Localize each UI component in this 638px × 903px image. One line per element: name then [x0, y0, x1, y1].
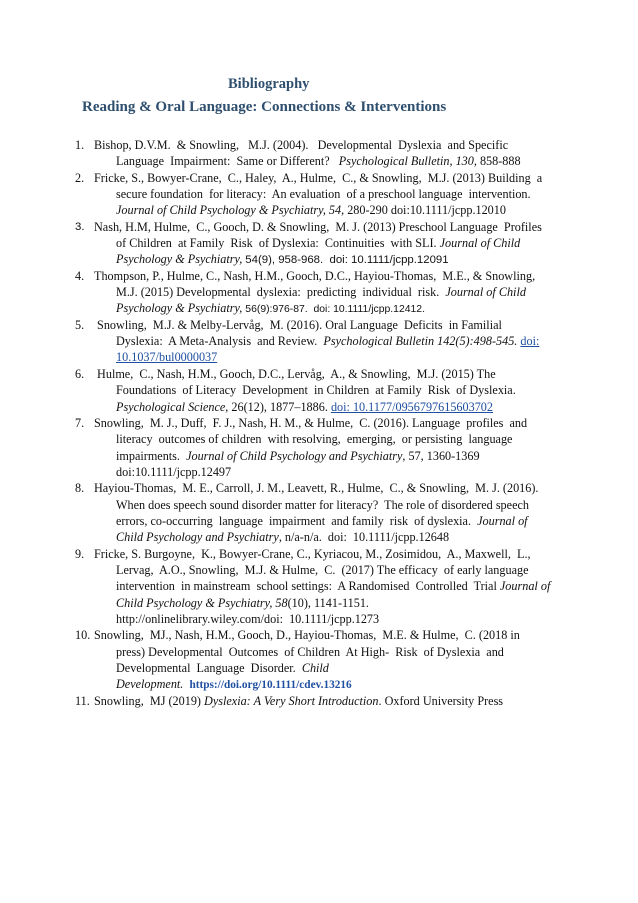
reference-source: Dyslexia: A Very Short Introduction: [204, 693, 379, 708]
reference-line: [0, 578, 638, 594]
reference-line: [0, 546, 638, 562]
doi-link[interactable]: doi:: [520, 334, 540, 349]
reference-line: [0, 693, 638, 709]
reference-text: Foundations of Literacy Development in Children at Family Risk of Dyslexia.: [116, 383, 516, 398]
reference-line: [0, 431, 638, 447]
reference-number: 1.: [75, 138, 85, 152]
reference-line: [0, 660, 638, 676]
reference-text: Developmental Language Disorder.: [116, 661, 302, 675]
page-title: Bibliography: [228, 76, 310, 92]
reference-item: [0, 170, 638, 219]
reference-text: literacy outcomes of children with resolving, emerging, or persisting language: [116, 432, 513, 447]
reference-line: [0, 366, 638, 382]
reference-text: . Oxford University Press: [378, 693, 504, 708]
reference-line: [0, 464, 638, 480]
reference-text: , 57, 1360-1369: [402, 448, 480, 463]
reference-line: [0, 349, 638, 365]
reference-text: errors, co-occurring language impairment and family risk of dyslexia.: [116, 513, 478, 528]
reference-line: [0, 529, 638, 545]
reference-line: [0, 644, 638, 660]
reference-text: , n/a-n/a. doi: 10.1111/jcpp.12648: [278, 530, 450, 545]
reference-list: [0, 137, 638, 709]
reference-text: intervention in mainstream school settings: A Randomised Controlled Trial: [116, 579, 500, 594]
reference-source: Journal of Child: [445, 285, 526, 300]
reference-line: [0, 676, 638, 692]
reference-source: Psychological Bulletin 142(5):498-545.: [323, 334, 518, 349]
reference-source: Journal of: [477, 513, 528, 528]
reference-number: 4.: [75, 268, 85, 283]
doi-link[interactable]: 10.1037/bul0000037: [116, 350, 218, 365]
reference-text: (10), 1141-1151.: [287, 595, 369, 610]
reference-item: [0, 415, 638, 480]
reference-text: doi:10.1111/jcpp.12497: [116, 464, 232, 479]
reference-text: , 280-290 doi:10.1111/jcpp.12010: [341, 203, 506, 218]
reference-line: [0, 562, 638, 578]
doi-link[interactable]: https://doi.org/10.1111/cdev.13216: [189, 679, 352, 692]
reference-line: [0, 137, 638, 153]
reference-number: 5.: [75, 317, 85, 332]
reference-item: [0, 693, 638, 709]
reference-line: [0, 627, 638, 643]
reference-source: Psychological Science,: [116, 399, 229, 414]
reference-text: secure foundation for literacy: An evaluation of a preschool language intervention.: [116, 187, 531, 202]
reference-source: Journal of: [499, 579, 551, 594]
reference-line: [0, 219, 638, 235]
reference-text: http://onlinelibrary.wiley.com/doi: 10.1111/jcpp.1273: [116, 611, 380, 626]
reference-line: [0, 448, 638, 464]
reference-item: [0, 480, 638, 545]
reference-line: [0, 170, 638, 186]
reference-text: Language Impairment: Same or Different?: [116, 154, 339, 169]
reference-text: 56(9):976-87. doi: 10.1111/jcpp.12412.: [245, 304, 425, 316]
reference-number: 9.: [75, 546, 85, 561]
reference-text: of Children at Family Risk of Dyslexia: Continuities with SLI.: [116, 236, 440, 251]
reference-text: press) Developmental Outcomes of Children At High- Risk of Dyslexia and: [116, 644, 504, 659]
reference-line: [0, 300, 638, 316]
reference-source: Journal of Child: [439, 236, 521, 251]
reference-text: Fricke, S. Burgoyne, K., Bowyer-Crane, C., Kyriacou, M., Zosimidou, A., Maxwell, L.,: [94, 546, 531, 561]
reference-number: 6.: [75, 366, 85, 381]
reference-line: [0, 268, 638, 284]
reference-number: 10.: [75, 628, 91, 643]
reference-line: [0, 333, 638, 349]
reference-line: [0, 153, 638, 169]
reference-line: [0, 595, 638, 611]
reference-text: Snowling, M.J. & Melby-Lervåg, M. (2016). Oral Language Deficits in Familial: [94, 317, 502, 332]
reference-line: [0, 284, 638, 300]
reference-text: Snowling, MJ., Nash, H.M., Gooch, D., Hayiou-Thomas, M.E. & Hulme, C. (2018 in: [94, 628, 520, 643]
reference-line: [0, 480, 638, 496]
reference-number: 8.: [75, 481, 85, 496]
reference-text: When does speech sound disorder matter for literacy? The role of disordered speech: [116, 497, 529, 512]
reference-text: Snowling, M. J., Duff, F. J., Nash, H. M., & Hulme, C. (2016). Language profiles and: [94, 415, 528, 430]
reference-line: [0, 202, 638, 218]
reference-text: 26(12), 1877–1886.: [228, 399, 331, 414]
reference-item: [0, 268, 638, 317]
reference-line: [0, 513, 638, 529]
reference-item: [0, 546, 638, 628]
page-subtitle: Reading & Oral Language: Connections & Interventions: [82, 99, 447, 115]
reference-item: [0, 366, 638, 415]
reference-item: [0, 627, 638, 692]
reference-text: 54(9), 958-968. doi: 10.1111/jcpp.12091: [245, 254, 449, 267]
reference-source: Child Psychology & Psychiatry, 58: [116, 595, 288, 610]
reference-number: 2.: [75, 170, 85, 185]
reference-text: Lervag, A.O., Snowling, M.J. & Hulme, C. (2017) The efficacy of early language: [116, 562, 529, 577]
reference-text: Thompson, P., Hulme, C., Nash, H.M., Gooch, D.C., Hayiou-Thomas, M.E., & Snowling,: [94, 268, 536, 283]
reference-number: 11.: [75, 693, 90, 708]
reference-text: Nash, H.M, Hulme, C., Gooch, D. & Snowling, M. J. (2013) Preschool Language Profiles: [94, 219, 542, 234]
reference-text: M.J. (2015) Developmental dyslexia: predicting individual risk.: [116, 285, 446, 300]
reference-line: [0, 382, 638, 398]
reference-text: 858-888: [476, 154, 521, 169]
reference-text: Snowling, MJ (2019): [94, 693, 205, 708]
reference-source: Psychology & Psychiatry,: [116, 301, 246, 316]
reference-item: [0, 317, 638, 366]
reference-line: [0, 611, 638, 627]
reference-source: Psychological Bulletin, 130,: [338, 154, 477, 169]
reference-line: [0, 399, 638, 415]
reference-number: 7.: [75, 415, 85, 430]
reference-item: [0, 219, 638, 268]
reference-line: [0, 186, 638, 202]
reference-text: Dyslexia: A Meta-Analysis and Review.: [116, 334, 324, 349]
reference-source: Development.: [116, 677, 184, 692]
reference-source: Journal of Child Psychology and Psychiatry: [186, 448, 403, 463]
reference-source: Psychology & Psychiatry,: [116, 252, 246, 267]
reference-line: [0, 415, 638, 431]
reference-line: [0, 497, 638, 513]
reference-text: Bishop, D.V.M. & Snowling, M.J. (2004). Developmental Dyslexia and Specific: [94, 138, 509, 152]
reference-text: Hayiou-Thomas, M. E., Carroll, J. M., Leavett, R., Hulme, C., & Snowling, M. J. (2016).: [94, 481, 539, 496]
reference-number: 3.: [75, 220, 85, 233]
reference-source: Child: [301, 661, 329, 675]
reference-text: impairments.: [116, 448, 187, 463]
doi-link[interactable]: doi: 10.1177/0956797615603702: [330, 399, 493, 414]
reference-source: Journal of Child Psychology & Psychiatry, 54: [116, 203, 342, 218]
reference-item: [0, 137, 638, 170]
reference-line: [0, 317, 638, 333]
reference-text: Hulme, C., Nash, H.M., Gooch, D.C., Lervåg, A., & Snowling, M.J. (2015) The: [94, 366, 496, 381]
reference-text: Fricke, S., Bowyer-Crane, C., Haley, A., Hulme, C., & Snowling, M.J. (2013) Building a: [94, 170, 543, 185]
reference-source: Child Psychology and Psychiatry: [116, 530, 279, 545]
reference-line: [0, 251, 638, 267]
reference-line: [0, 235, 638, 251]
